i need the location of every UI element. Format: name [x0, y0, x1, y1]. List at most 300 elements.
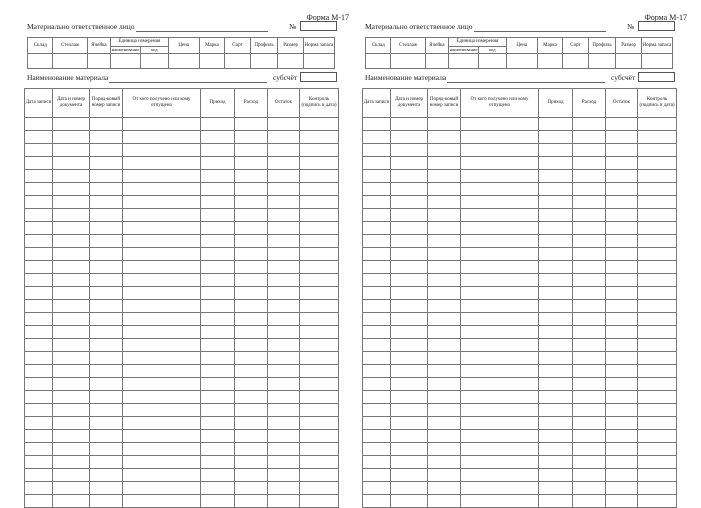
- ledger-cell[interactable]: [638, 209, 677, 222]
- ledger-cell[interactable]: [268, 352, 300, 365]
- ledger-cell[interactable]: [606, 391, 638, 404]
- ledger-cell[interactable]: [391, 274, 428, 287]
- ledger-cell[interactable]: [235, 157, 268, 170]
- ledger-cell[interactable]: [428, 378, 461, 391]
- ledger-cell[interactable]: [25, 495, 53, 508]
- ledger-cell[interactable]: [363, 300, 391, 313]
- ledger-cell[interactable]: [300, 443, 339, 456]
- ledger-cell[interactable]: [573, 287, 606, 300]
- ledger-cell[interactable]: [363, 378, 391, 391]
- ledger-cell[interactable]: [201, 300, 235, 313]
- ledger-cell[interactable]: [461, 482, 539, 495]
- ledger-cell[interactable]: [268, 326, 300, 339]
- value-cell[interactable]: [250, 54, 278, 69]
- ledger-cell[interactable]: [201, 235, 235, 248]
- ledger-cell[interactable]: [25, 222, 53, 235]
- ledger-cell[interactable]: [268, 170, 300, 183]
- ledger-cell[interactable]: [461, 287, 539, 300]
- ledger-cell[interactable]: [539, 495, 573, 508]
- ledger-cell[interactable]: [461, 404, 539, 417]
- ledger-cell[interactable]: [123, 365, 201, 378]
- ledger-cell[interactable]: [90, 365, 123, 378]
- ledger-cell[interactable]: [539, 313, 573, 326]
- ledger-cell[interactable]: [606, 326, 638, 339]
- ledger-cell[interactable]: [363, 352, 391, 365]
- ledger-cell[interactable]: [90, 313, 123, 326]
- ledger-cell[interactable]: [573, 378, 606, 391]
- ledger-cell[interactable]: [606, 313, 638, 326]
- ledger-cell[interactable]: [461, 378, 539, 391]
- ledger-cell[interactable]: [300, 209, 339, 222]
- ledger-cell[interactable]: [573, 248, 606, 261]
- material-name-field[interactable]: [447, 82, 605, 83]
- ledger-cell[interactable]: [363, 235, 391, 248]
- value-cell[interactable]: [225, 54, 250, 69]
- ledger-cell[interactable]: [363, 144, 391, 157]
- ledger-cell[interactable]: [606, 222, 638, 235]
- ledger-cell[interactable]: [638, 456, 677, 469]
- value-cell[interactable]: [506, 54, 537, 69]
- ledger-cell[interactable]: [391, 300, 428, 313]
- ledger-cell[interactable]: [461, 469, 539, 482]
- value-cell[interactable]: [53, 54, 87, 69]
- ledger-cell[interactable]: [606, 170, 638, 183]
- ledger-cell[interactable]: [123, 404, 201, 417]
- ledger-cell[interactable]: [363, 456, 391, 469]
- ledger-cell[interactable]: [428, 287, 461, 300]
- ledger-cell[interactable]: [300, 430, 339, 443]
- ledger-cell[interactable]: [638, 469, 677, 482]
- ledger-cell[interactable]: [90, 352, 123, 365]
- ledger-cell[interactable]: [539, 326, 573, 339]
- ledger-cell[interactable]: [461, 222, 539, 235]
- ledger-cell[interactable]: [606, 157, 638, 170]
- ledger-cell[interactable]: [300, 183, 339, 196]
- ledger-cell[interactable]: [25, 391, 53, 404]
- ledger-cell[interactable]: [573, 495, 606, 508]
- ledger-cell[interactable]: [428, 326, 461, 339]
- ledger-cell[interactable]: [428, 261, 461, 274]
- ledger-cell[interactable]: [201, 209, 235, 222]
- value-cell[interactable]: [303, 54, 334, 69]
- ledger-cell[interactable]: [391, 144, 428, 157]
- ledger-cell[interactable]: [300, 248, 339, 261]
- ledger-cell[interactable]: [300, 287, 339, 300]
- ledger-cell[interactable]: [573, 365, 606, 378]
- ledger-cell[interactable]: [539, 469, 573, 482]
- ledger-cell[interactable]: [123, 300, 201, 313]
- ledger-cell[interactable]: [201, 352, 235, 365]
- value-cell[interactable]: [168, 54, 199, 69]
- ledger-cell[interactable]: [25, 287, 53, 300]
- ledger-cell[interactable]: [461, 157, 539, 170]
- ledger-cell[interactable]: [25, 417, 53, 430]
- ledger-cell[interactable]: [268, 196, 300, 209]
- ledger-cell[interactable]: [363, 391, 391, 404]
- ledger-cell[interactable]: [123, 183, 201, 196]
- ledger-cell[interactable]: [428, 430, 461, 443]
- ledger-cell[interactable]: [606, 456, 638, 469]
- ledger-cell[interactable]: [25, 469, 53, 482]
- ledger-cell[interactable]: [428, 222, 461, 235]
- ledger-cell[interactable]: [90, 404, 123, 417]
- ledger-cell[interactable]: [123, 443, 201, 456]
- ledger-cell[interactable]: [25, 131, 53, 144]
- ledger-cell[interactable]: [123, 456, 201, 469]
- ledger-cell[interactable]: [268, 391, 300, 404]
- ledger-cell[interactable]: [461, 235, 539, 248]
- ledger-cell[interactable]: [25, 274, 53, 287]
- ledger-cell[interactable]: [391, 313, 428, 326]
- ledger-cell[interactable]: [268, 222, 300, 235]
- ledger-cell[interactable]: [123, 378, 201, 391]
- ledger-cell[interactable]: [573, 469, 606, 482]
- ledger-cell[interactable]: [25, 339, 53, 352]
- ledger-cell[interactable]: [123, 248, 201, 261]
- ledger-cell[interactable]: [638, 235, 677, 248]
- ledger-cell[interactable]: [53, 391, 90, 404]
- ledger-cell[interactable]: [268, 157, 300, 170]
- ledger-cell[interactable]: [428, 235, 461, 248]
- ledger-cell[interactable]: [391, 469, 428, 482]
- ledger-cell[interactable]: [539, 482, 573, 495]
- ledger-cell[interactable]: [201, 313, 235, 326]
- ledger-cell[interactable]: [461, 456, 539, 469]
- ledger-cell[interactable]: [90, 261, 123, 274]
- ledger-cell[interactable]: [201, 391, 235, 404]
- ledger-cell[interactable]: [90, 300, 123, 313]
- ledger-cell[interactable]: [428, 170, 461, 183]
- ledger-cell[interactable]: [638, 495, 677, 508]
- ledger-cell[interactable]: [573, 456, 606, 469]
- ledger-cell[interactable]: [123, 170, 201, 183]
- ledger-cell[interactable]: [428, 248, 461, 261]
- ledger-cell[interactable]: [461, 326, 539, 339]
- ledger-cell[interactable]: [53, 170, 90, 183]
- ledger-cell[interactable]: [391, 222, 428, 235]
- ledger-cell[interactable]: [638, 417, 677, 430]
- ledger-cell[interactable]: [539, 339, 573, 352]
- ledger-cell[interactable]: [25, 378, 53, 391]
- ledger-cell[interactable]: [90, 183, 123, 196]
- ledger-cell[interactable]: [268, 482, 300, 495]
- ledger-cell[interactable]: [53, 443, 90, 456]
- ledger-cell[interactable]: [300, 378, 339, 391]
- ledger-cell[interactable]: [235, 300, 268, 313]
- ledger-cell[interactable]: [428, 456, 461, 469]
- ledger-cell[interactable]: [123, 313, 201, 326]
- ledger-cell[interactable]: [391, 235, 428, 248]
- ledger-cell[interactable]: [461, 170, 539, 183]
- ledger-cell[interactable]: [268, 313, 300, 326]
- ledger-cell[interactable]: [638, 196, 677, 209]
- ledger-cell[interactable]: [53, 144, 90, 157]
- ledger-cell[interactable]: [235, 248, 268, 261]
- ledger-cell[interactable]: [25, 365, 53, 378]
- ledger-cell[interactable]: [90, 417, 123, 430]
- ledger-cell[interactable]: [573, 170, 606, 183]
- ledger-cell[interactable]: [428, 131, 461, 144]
- ledger-cell[interactable]: [391, 209, 428, 222]
- material-name-field[interactable]: [109, 82, 267, 83]
- ledger-cell[interactable]: [235, 235, 268, 248]
- ledger-cell[interactable]: [300, 313, 339, 326]
- ledger-cell[interactable]: [201, 261, 235, 274]
- ledger-cell[interactable]: [90, 274, 123, 287]
- ledger-cell[interactable]: [268, 456, 300, 469]
- ledger-cell[interactable]: [461, 144, 539, 157]
- ledger-cell[interactable]: [461, 209, 539, 222]
- ledger-cell[interactable]: [25, 170, 53, 183]
- ledger-cell[interactable]: [300, 469, 339, 482]
- ledger-cell[interactable]: [123, 287, 201, 300]
- ledger-cell[interactable]: [300, 235, 339, 248]
- ledger-cell[interactable]: [606, 482, 638, 495]
- ledger-cell[interactable]: [53, 235, 90, 248]
- ledger-cell[interactable]: [201, 430, 235, 443]
- ledger-cell[interactable]: [573, 144, 606, 157]
- ledger-cell[interactable]: [268, 300, 300, 313]
- ledger-cell[interactable]: [123, 157, 201, 170]
- ledger-cell[interactable]: [201, 287, 235, 300]
- ledger-cell[interactable]: [235, 417, 268, 430]
- ledger-cell[interactable]: [606, 430, 638, 443]
- ledger-cell[interactable]: [638, 170, 677, 183]
- ledger-cell[interactable]: [391, 456, 428, 469]
- value-cell[interactable]: [537, 54, 562, 69]
- ledger-cell[interactable]: [53, 404, 90, 417]
- ledger-cell[interactable]: [201, 131, 235, 144]
- ledger-cell[interactable]: [638, 248, 677, 261]
- ledger-cell[interactable]: [235, 222, 268, 235]
- ledger-cell[interactable]: [461, 443, 539, 456]
- ledger-cell[interactable]: [539, 170, 573, 183]
- ledger-cell[interactable]: [268, 235, 300, 248]
- ledger-cell[interactable]: [391, 183, 428, 196]
- ledger-cell[interactable]: [123, 352, 201, 365]
- ledger-cell[interactable]: [123, 274, 201, 287]
- ledger-cell[interactable]: [606, 287, 638, 300]
- ledger-cell[interactable]: [235, 287, 268, 300]
- ledger-cell[interactable]: [428, 417, 461, 430]
- ledger-cell[interactable]: [461, 183, 539, 196]
- ledger-cell[interactable]: [428, 404, 461, 417]
- ledger-cell[interactable]: [25, 482, 53, 495]
- ledger-cell[interactable]: [428, 209, 461, 222]
- ledger-cell[interactable]: [53, 495, 90, 508]
- ledger-cell[interactable]: [638, 352, 677, 365]
- responsible-person-field[interactable]: [136, 31, 268, 32]
- ledger-cell[interactable]: [539, 430, 573, 443]
- ledger-cell[interactable]: [638, 365, 677, 378]
- ledger-cell[interactable]: [300, 131, 339, 144]
- ledger-cell[interactable]: [638, 313, 677, 326]
- ledger-cell[interactable]: [90, 157, 123, 170]
- ledger-cell[interactable]: [363, 287, 391, 300]
- value-cell[interactable]: [366, 54, 391, 69]
- ledger-cell[interactable]: [539, 365, 573, 378]
- ledger-cell[interactable]: [573, 131, 606, 144]
- ledger-cell[interactable]: [90, 248, 123, 261]
- ledger-cell[interactable]: [90, 378, 123, 391]
- ledger-cell[interactable]: [391, 118, 428, 131]
- ledger-cell[interactable]: [53, 456, 90, 469]
- ledger-cell[interactable]: [573, 196, 606, 209]
- ledger-cell[interactable]: [201, 222, 235, 235]
- ledger-cell[interactable]: [539, 378, 573, 391]
- ledger-cell[interactable]: [638, 131, 677, 144]
- ledger-cell[interactable]: [363, 261, 391, 274]
- ledger-cell[interactable]: [539, 144, 573, 157]
- ledger-cell[interactable]: [268, 495, 300, 508]
- ledger-cell[interactable]: [201, 339, 235, 352]
- ledger-cell[interactable]: [268, 274, 300, 287]
- ledger-cell[interactable]: [53, 365, 90, 378]
- ledger-cell[interactable]: [638, 378, 677, 391]
- ledger-cell[interactable]: [391, 131, 428, 144]
- ledger-cell[interactable]: [268, 469, 300, 482]
- ledger-cell[interactable]: [461, 274, 539, 287]
- ledger-cell[interactable]: [53, 352, 90, 365]
- ledger-cell[interactable]: [539, 118, 573, 131]
- ledger-cell[interactable]: [25, 352, 53, 365]
- number-field[interactable]: [638, 21, 675, 31]
- ledger-cell[interactable]: [539, 443, 573, 456]
- ledger-cell[interactable]: [25, 209, 53, 222]
- ledger-cell[interactable]: [268, 144, 300, 157]
- ledger-cell[interactable]: [539, 248, 573, 261]
- ledger-cell[interactable]: [53, 469, 90, 482]
- ledger-cell[interactable]: [201, 469, 235, 482]
- ledger-cell[interactable]: [235, 196, 268, 209]
- ledger-cell[interactable]: [201, 482, 235, 495]
- ledger-cell[interactable]: [25, 196, 53, 209]
- ledger-cell[interactable]: [235, 404, 268, 417]
- ledger-cell[interactable]: [606, 417, 638, 430]
- ledger-cell[interactable]: [573, 118, 606, 131]
- responsible-person-field[interactable]: [474, 31, 606, 32]
- ledger-cell[interactable]: [268, 339, 300, 352]
- number-field[interactable]: [300, 21, 337, 31]
- ledger-cell[interactable]: [363, 404, 391, 417]
- ledger-cell[interactable]: [428, 339, 461, 352]
- ledger-cell[interactable]: [300, 300, 339, 313]
- ledger-cell[interactable]: [461, 339, 539, 352]
- ledger-cell[interactable]: [53, 339, 90, 352]
- ledger-cell[interactable]: [638, 430, 677, 443]
- ledger-cell[interactable]: [606, 365, 638, 378]
- ledger-cell[interactable]: [539, 352, 573, 365]
- ledger-cell[interactable]: [53, 118, 90, 131]
- ledger-cell[interactable]: [235, 378, 268, 391]
- ledger-cell[interactable]: [606, 131, 638, 144]
- ledger-cell[interactable]: [53, 261, 90, 274]
- ledger-cell[interactable]: [90, 443, 123, 456]
- ledger-cell[interactable]: [201, 144, 235, 157]
- ledger-cell[interactable]: [391, 430, 428, 443]
- ledger-cell[interactable]: [201, 456, 235, 469]
- ledger-cell[interactable]: [606, 209, 638, 222]
- ledger-cell[interactable]: [300, 456, 339, 469]
- ledger-cell[interactable]: [90, 144, 123, 157]
- ledger-cell[interactable]: [90, 131, 123, 144]
- value-cell[interactable]: [111, 54, 141, 69]
- ledger-cell[interactable]: [53, 417, 90, 430]
- ledger-cell[interactable]: [428, 144, 461, 157]
- ledger-cell[interactable]: [123, 482, 201, 495]
- ledger-cell[interactable]: [201, 378, 235, 391]
- ledger-cell[interactable]: [391, 339, 428, 352]
- ledger-cell[interactable]: [25, 261, 53, 274]
- ledger-cell[interactable]: [268, 261, 300, 274]
- ledger-cell[interactable]: [428, 443, 461, 456]
- ledger-cell[interactable]: [235, 313, 268, 326]
- ledger-cell[interactable]: [363, 482, 391, 495]
- ledger-cell[interactable]: [573, 235, 606, 248]
- ledger-cell[interactable]: [268, 365, 300, 378]
- ledger-cell[interactable]: [90, 170, 123, 183]
- ledger-cell[interactable]: [53, 196, 90, 209]
- ledger-cell[interactable]: [539, 404, 573, 417]
- ledger-cell[interactable]: [201, 248, 235, 261]
- ledger-cell[interactable]: [268, 183, 300, 196]
- ledger-cell[interactable]: [363, 365, 391, 378]
- ledger-cell[interactable]: [539, 274, 573, 287]
- ledger-cell[interactable]: [235, 209, 268, 222]
- ledger-cell[interactable]: [363, 248, 391, 261]
- ledger-cell[interactable]: [123, 144, 201, 157]
- ledger-cell[interactable]: [638, 118, 677, 131]
- ledger-cell[interactable]: [638, 404, 677, 417]
- value-cell[interactable]: [449, 54, 479, 69]
- ledger-cell[interactable]: [123, 131, 201, 144]
- ledger-cell[interactable]: [573, 326, 606, 339]
- ledger-cell[interactable]: [606, 300, 638, 313]
- ledger-cell[interactable]: [268, 118, 300, 131]
- value-cell[interactable]: [479, 54, 507, 69]
- ledger-cell[interactable]: [461, 261, 539, 274]
- ledger-cell[interactable]: [573, 443, 606, 456]
- ledger-cell[interactable]: [235, 339, 268, 352]
- subaccount-field[interactable]: [300, 72, 337, 82]
- ledger-cell[interactable]: [638, 157, 677, 170]
- ledger-cell[interactable]: [606, 495, 638, 508]
- ledger-cell[interactable]: [201, 170, 235, 183]
- ledger-cell[interactable]: [573, 313, 606, 326]
- ledger-cell[interactable]: [363, 313, 391, 326]
- ledger-cell[interactable]: [235, 131, 268, 144]
- ledger-cell[interactable]: [53, 326, 90, 339]
- ledger-cell[interactable]: [461, 131, 539, 144]
- ledger-cell[interactable]: [573, 157, 606, 170]
- ledger-cell[interactable]: [90, 209, 123, 222]
- ledger-cell[interactable]: [606, 183, 638, 196]
- ledger-cell[interactable]: [391, 352, 428, 365]
- ledger-cell[interactable]: [638, 261, 677, 274]
- ledger-cell[interactable]: [606, 352, 638, 365]
- ledger-cell[interactable]: [201, 404, 235, 417]
- value-cell[interactable]: [199, 54, 224, 69]
- ledger-cell[interactable]: [363, 339, 391, 352]
- ledger-cell[interactable]: [606, 144, 638, 157]
- ledger-cell[interactable]: [235, 170, 268, 183]
- ledger-cell[interactable]: [363, 118, 391, 131]
- ledger-cell[interactable]: [606, 274, 638, 287]
- ledger-cell[interactable]: [201, 326, 235, 339]
- ledger-cell[interactable]: [300, 391, 339, 404]
- ledger-cell[interactable]: [235, 430, 268, 443]
- ledger-cell[interactable]: [428, 313, 461, 326]
